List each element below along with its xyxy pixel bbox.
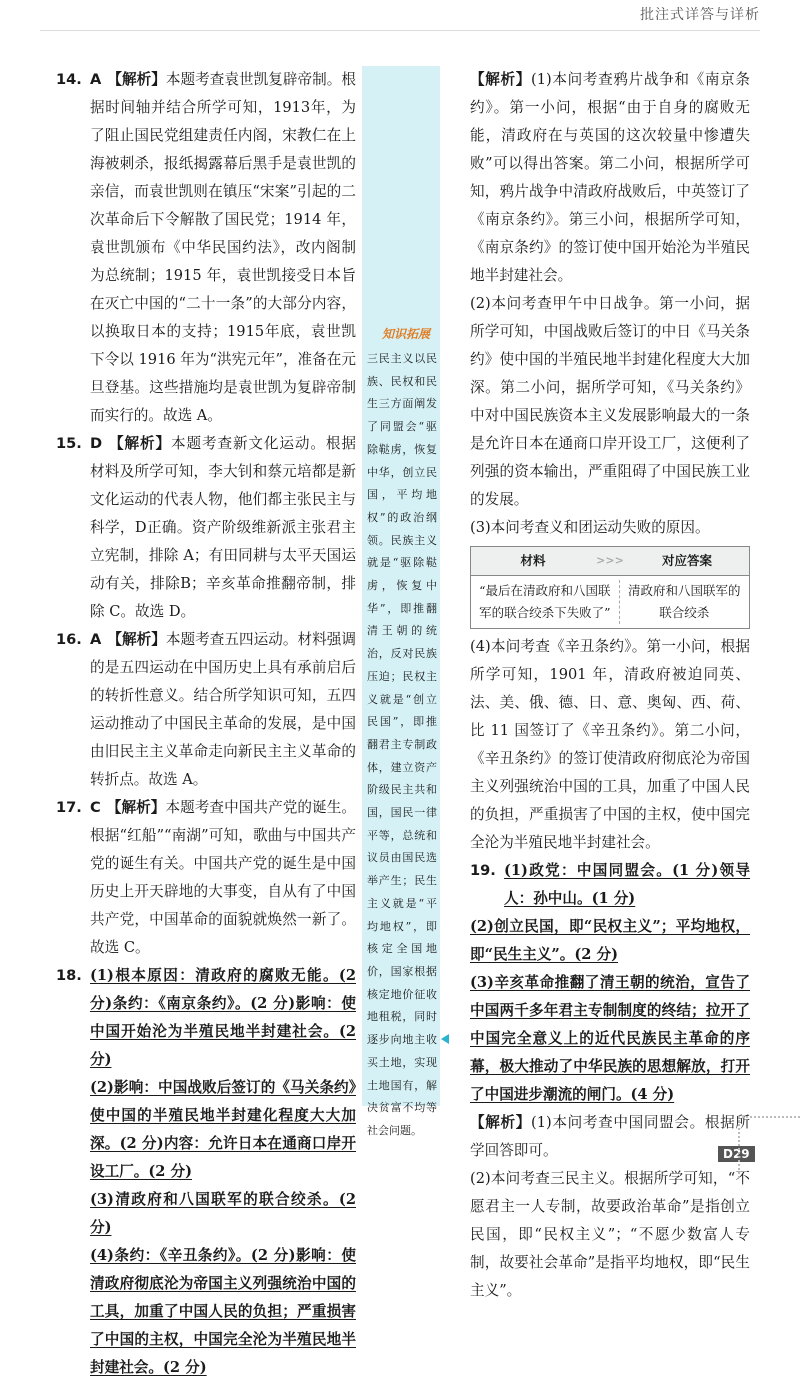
table-header-material: 材料 (520, 553, 546, 568)
left-column (56, 66, 356, 1382)
table-cell-answer: 清政府和八国联军的联合绞杀 (628, 583, 741, 620)
page-header: 批注式详答与详析 (640, 7, 760, 23)
analysis-tag: 【解析】 (107, 631, 166, 648)
right-column (470, 66, 750, 1305)
question-number: 17. (56, 799, 82, 816)
table-cell-material: “最后在清政府和八国联军的联合绞杀下失败了” (471, 580, 620, 624)
page-number: D29 (718, 1146, 755, 1162)
analysis-text: (1)本问考查中国同盟会。根据所学回答即可。 (470, 1114, 750, 1159)
question-number: 15. (56, 435, 82, 452)
material-answer-table (470, 546, 750, 629)
analysis-18-part1 (470, 66, 750, 290)
sidebar-text: 三民主义以民族、民权和民生三方面阐发了同盟会“驱除鞑虏，恢复中华，创立民国，平均地权”的政治纲领。民族主义就是“驱除鞑虏，恢复中华”，即推翻清王朝的统治，反对民族压迫；民权主义就是“创立民国”，即推翻君主专制政体，建立资产阶级民主共和国，国民一律平等，总统和议员由国民选举产生；民生主义就是“平均地权”，即核定全国地价，国家根据核定地价征收地租税，同时逐步向地主收买土地，实现土地国有，解决贫富不均等社会问题。 (367, 352, 437, 1137)
table-header (471, 547, 749, 576)
analysis-text: 本题考查中国共产党的诞生。根据“红船”“南湖”可知，歌曲与中国共产党的诞生有关。中国共产党的诞生是中国历史上开天辟地的大事变，自从有了中国共产党，中国革命的面貌就焕然一新了。故选 C。 (90, 799, 356, 956)
question-17 (56, 794, 356, 962)
analysis-tag: 【解析】 (107, 71, 166, 88)
corner-decoration (738, 1116, 800, 1178)
analysis-text: 本题考查新文化运动。根据材料及所学可知，李大钊和蔡元培都是新文化运动的代表人物，他们都主张民主与科学，D正确。资产阶级维新派主张君主立宪制，排除 A；有田同耕与太平天国运动有关，排除B；辛亥革命推翻帝制，排除 C。故选 D。 (90, 435, 356, 620)
answer-letter: A (90, 71, 102, 88)
question-16 (56, 626, 356, 794)
question-number: 19. (470, 862, 496, 879)
answer-part-3: (3)清政府和八国联军的联合绞杀。(2 分) (90, 1191, 356, 1236)
sidebar-pointer-icon (441, 1034, 449, 1044)
question-19 (470, 857, 750, 913)
analysis-text: 本题考查袁世凯复辟帝制。根据时间轴并结合所学可知，1913年，为了阻止国民党组建责任内阁，宋教仁在上海被刺杀，报纸揭露幕后黑手是袁世凯的亲信，而袁世凯则在镇压“宋案”引起的二次革命后下令解散了国民党；1914 年，袁世凯颁布《中华民国约法》，改内阁制为总统制；1915 年，袁世凯接受日本旨在灭亡中国的“二十一条”的大部分内容，以换取日本的支持；1915年底，袁世凯下令以 1916 年为“洪宪元年”，准备在元旦登基。这些措施均是袁世凯为复辟帝制而实行的。故选 A。 (90, 71, 356, 424)
answer-part-4-row (56, 1242, 356, 1382)
answer-part-3: (3)辛亥革命推翻了清王朝的统治，宣告了中国两千多年君主专制制度的终结；拉开了中国完全意义上的近代民族民主革命的序幕，极大推动了中华民族的思想解放，打开了中国进步潮流的闸门。(4 分) (470, 974, 750, 1103)
analysis-tag: 【解析】 (108, 435, 171, 452)
table-row (471, 576, 749, 628)
analysis-18-part3: (3)本问考查义和团运动失败的原因。 (470, 519, 710, 536)
answer-part-3-row (56, 1186, 356, 1242)
question-18 (56, 962, 356, 1074)
question-number: 18. (56, 967, 82, 984)
question-14 (56, 66, 356, 430)
question-15 (56, 430, 356, 626)
analysis-19-part2: (2)本问考查三民主义。根据所学可知，“不愿君主一人专制，故要政治革命”是指创立民国，即“民权主义”；“不愿少数富人专制，故要社会革命”是指平均地权，即“民生主义”。 (470, 1170, 750, 1299)
answer-letter: D (90, 435, 103, 452)
answer-letter: A (90, 631, 102, 648)
question-number: 14. (56, 71, 82, 88)
answer-part-4: (4)条约：《辛丑条约》。(2 分)影响：使清政府彻底沦为帝国主义列强统治中国的工具，加重了中国人民的负担；严重损害了中国的主权，中国完全沦为半殖民地半封建社会。(2 分) (90, 1247, 356, 1376)
answer-part-2-row (56, 1074, 356, 1186)
answer-part-1: (1)政党：中国同盟会。(1 分)领导人：孙中山。(1 分) (504, 862, 750, 907)
analysis-text: 本题考查五四运动。材料强调的是五四运动在中国历史上具有承前启后的转折性意义。结合所学知识可知，五四运动推动了中国民主革命的发展，是中国由旧民主主义革命走向新民主主义革命的转折点。故选 A。 (90, 631, 356, 788)
analysis-tag: 【解析】 (470, 1114, 532, 1131)
analysis-tag: 【解析】 (470, 71, 532, 88)
answer-letter: C (90, 799, 101, 816)
sidebar-title: 知识拓展 (381, 327, 430, 341)
analysis-18-part4: (4)本问考查《辛丑条约》。第一小问，根据所学可知，1901 年，清政府被迫同英、法、美、俄、德、日、意、奥匈、西、荷、比 11 国签订了《辛丑条约》。第二小问，《辛丑条约》的签订使清政府彻底沦为帝国主义列强统治中国的工具，加重了中国人民的负担，严重损害了中国的主权，使中国完全沦为半殖民地半封建社会。 (470, 638, 750, 851)
analysis-18-part2: (2)本问考查甲午中日战争。第一小问，据所学可知，中国战败后签订的中日《马关条约》使中国的半殖民地半封建化程度大大加深。第二小问，据所学可知，《马关条约》中对中国民族资本主义发展影响最大的一条是允许日本在通商口岸开设工厂，这便利了列强的资本输出，严重阻碍了中国民族工业的发展。 (470, 295, 750, 508)
answer-part-1: (1)根本原因：清政府的腐败无能。(2 分)条约：《南京条约》。(2 分)影响：使中国开始沦为半殖民地半封建社会。(2 分) (90, 967, 356, 1068)
question-number: 16. (56, 631, 82, 648)
header-divider (40, 30, 760, 31)
analysis-tag: 【解析】 (106, 799, 166, 816)
answer-part-3-row (470, 969, 750, 1109)
arrows-icon: >>> (596, 554, 624, 567)
analysis-text: (1)本问考查鸦片战争和《南京条约》。第一小问，根据“由于自身的腐败无能，清政府在与英国的这次较量中惨遭失败”可以得出答案。第二小问，根据所学可知，鸦片战争中清政府战败后，中英签订了《南京条约》。第三小问，根据所学可知，《南京条约》的签订使中国开始沦为半殖民地半封建社会。 (470, 71, 750, 284)
table-header-answer: 对应答案 (661, 553, 712, 568)
analysis-19-part1 (470, 1109, 750, 1165)
answer-part-2-row (470, 913, 750, 969)
answer-part-2: (2)创立民国，即“民权主义”；平均地权，即“民生主义”。(2 分) (470, 918, 750, 963)
answer-part-2: (2)影响：中国战败后签订的《马关条约》使中国的半殖民地半封建化程度大大加深。(2 分)内容：允许日本在通商口岸开设工厂。(2 分) (90, 1079, 356, 1180)
